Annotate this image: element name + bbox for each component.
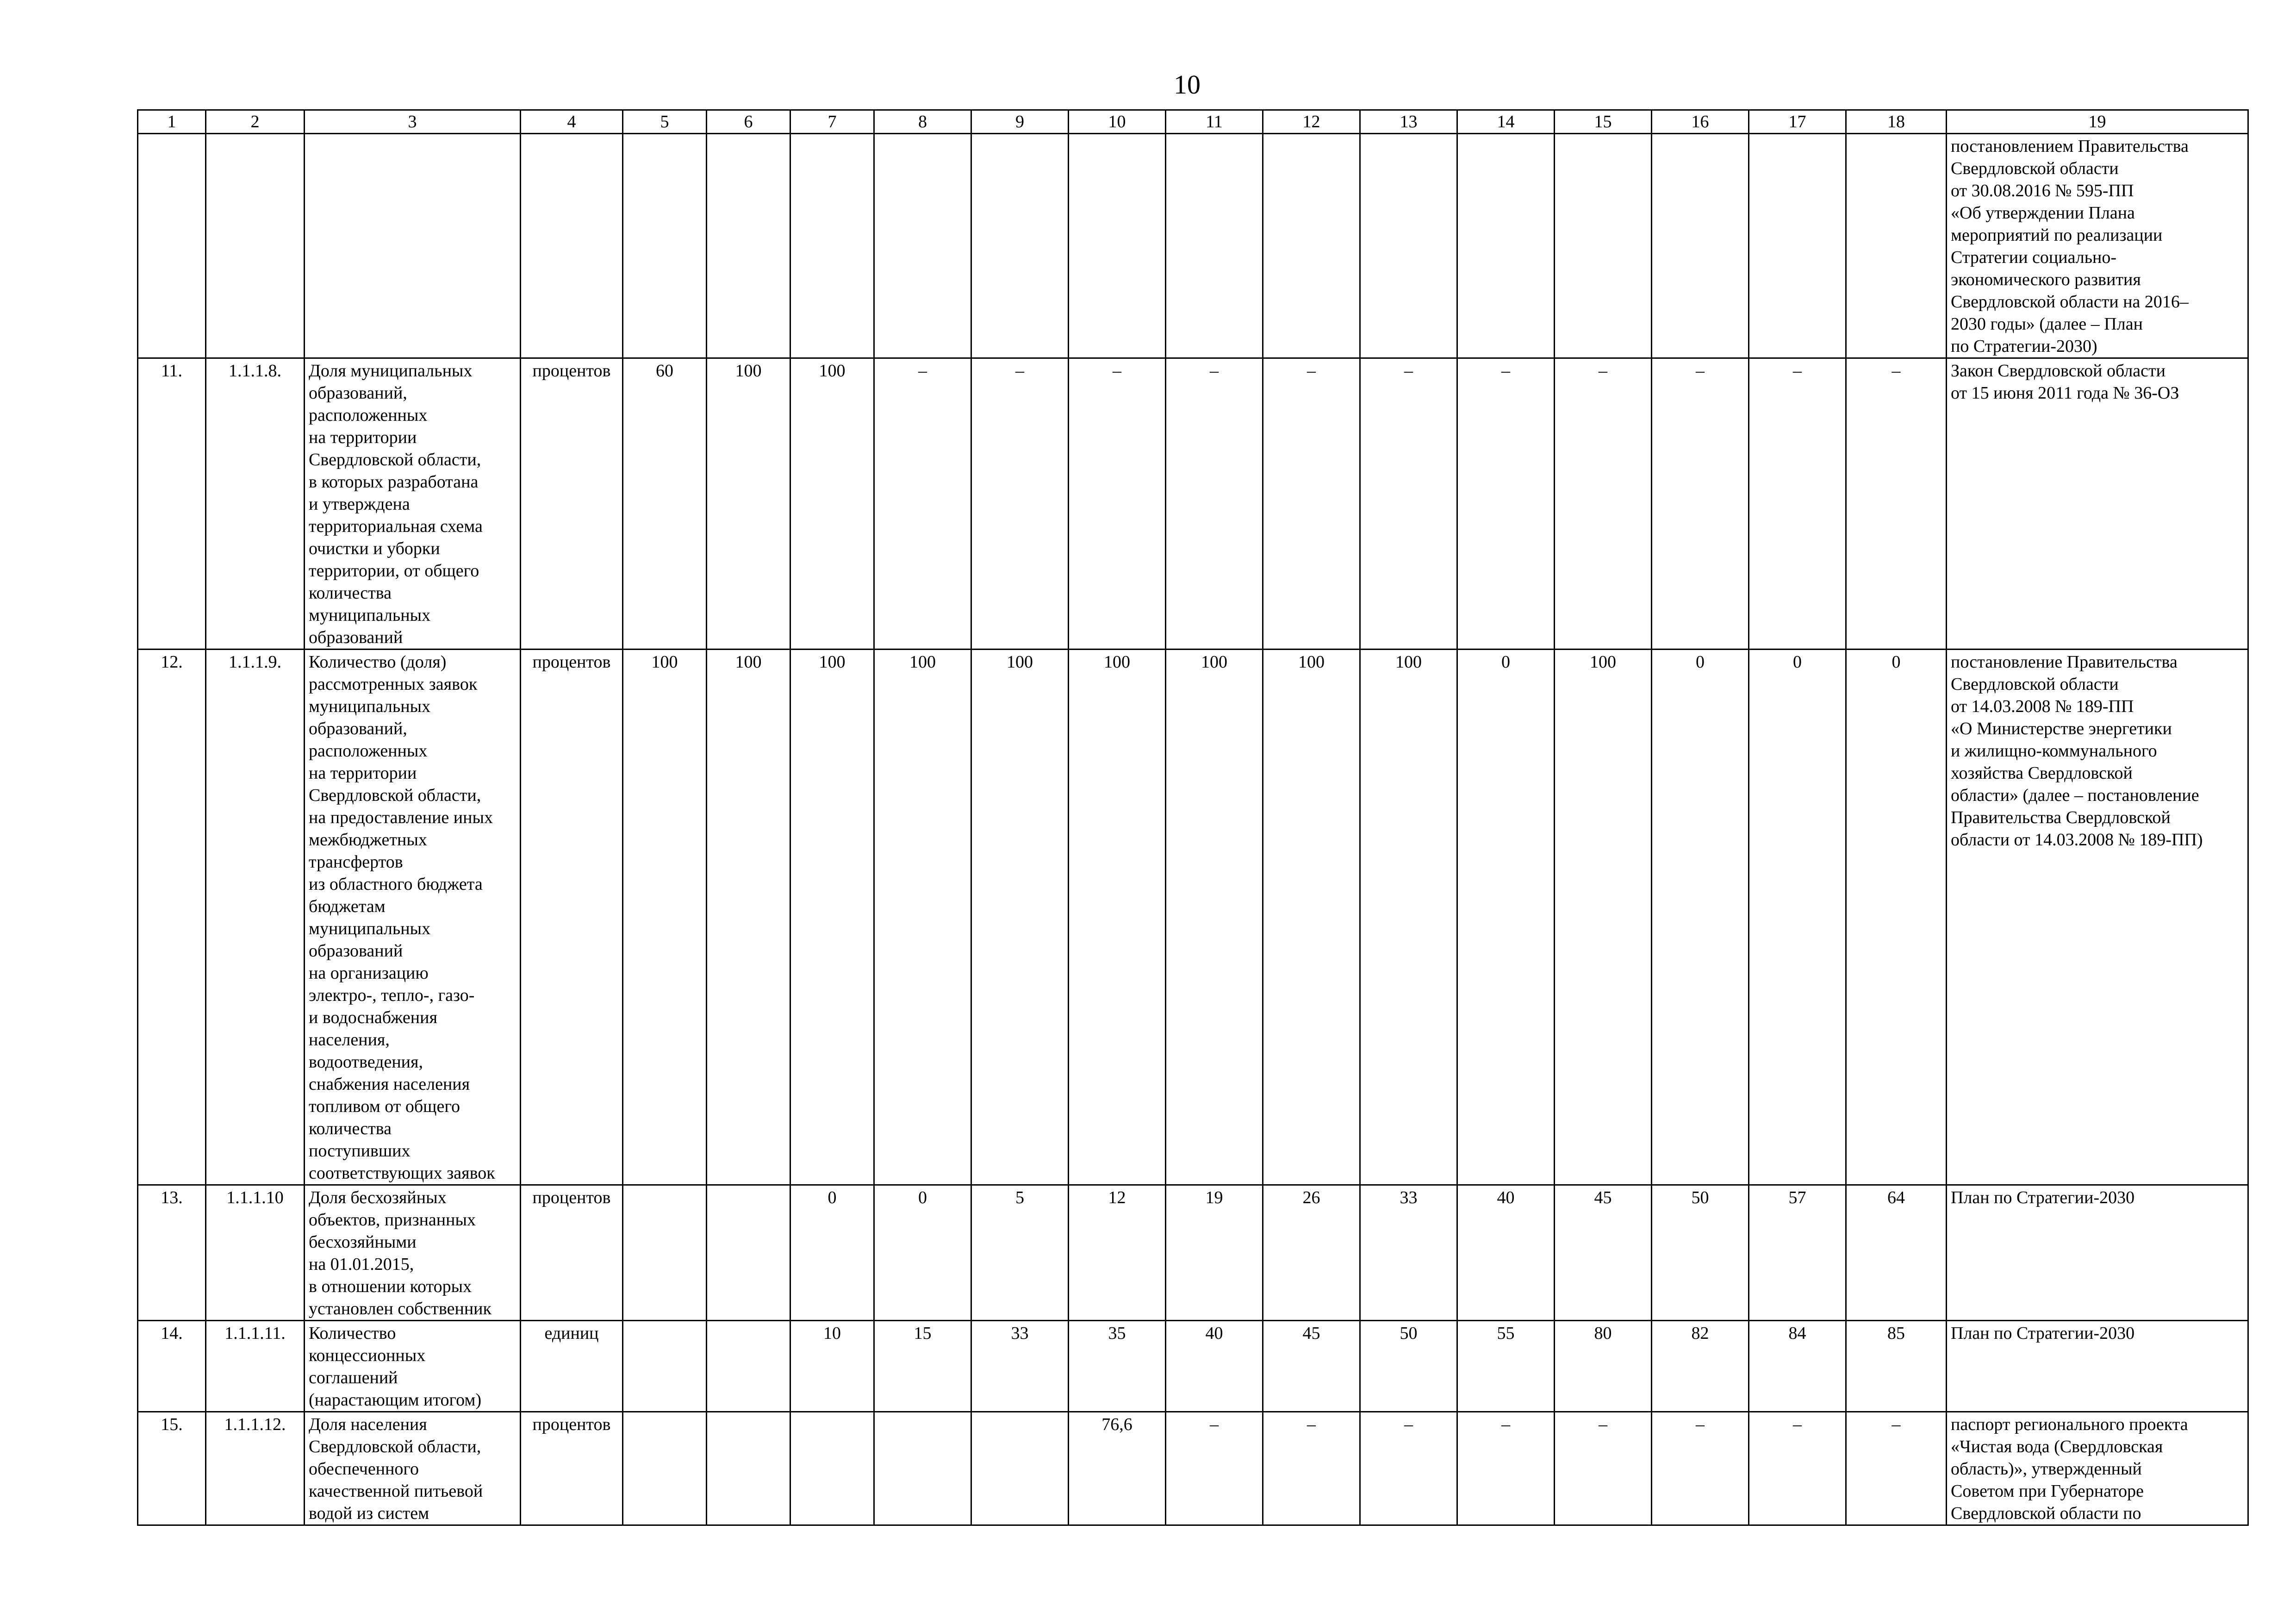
value-cell: 35: [1069, 1321, 1166, 1412]
column-number: 16: [1652, 110, 1749, 134]
value-cell: 10: [790, 1321, 874, 1412]
value-cell: 60: [623, 358, 707, 650]
unit-cell: процентов: [521, 1185, 623, 1321]
value-cell: 15: [874, 1321, 971, 1412]
indicator-name-cell: Количество (доля) рассмотренных заявок муниципальных образований, расположенных на территории Свердловской области, на предоставление иных межбюджетных трансфертов из областного бюджета бюджетам муниципальных образований на организацию электро-, тепло-, газо- и водоснабжения населения, водоотведения, снабжения населения топливом от общего количества поступивших соответствующих заявок: [305, 650, 521, 1185]
row-number-cell: 15.: [138, 1412, 206, 1525]
value-cell: [707, 1321, 790, 1412]
value-cell: 100: [874, 650, 971, 1185]
value-cell: 64: [1846, 1185, 1947, 1321]
unit-cell: процентов: [521, 358, 623, 650]
value-cell: [971, 134, 1069, 358]
value-cell: –: [1166, 358, 1263, 650]
table-row: [138, 1185, 2248, 1321]
value-cell: 45: [1555, 1185, 1652, 1321]
column-number: 17: [1749, 110, 1846, 134]
column-number: 14: [1457, 110, 1555, 134]
value-cell: –: [1846, 358, 1947, 650]
indicator-code-cell: 1.1.1.9.: [206, 650, 305, 1185]
column-number: 7: [790, 110, 874, 134]
indicator-name-cell: [305, 134, 521, 358]
value-cell: 100: [790, 650, 874, 1185]
row-number-cell: [138, 134, 206, 358]
unit-cell: процентов: [521, 650, 623, 1185]
value-cell: –: [1749, 1412, 1846, 1525]
value-cell: –: [874, 358, 971, 650]
column-number: 19: [1947, 110, 2248, 134]
value-cell: 12: [1069, 1185, 1166, 1321]
value-cell: [790, 134, 874, 358]
value-cell: 40: [1166, 1321, 1263, 1412]
value-cell: –: [1457, 1412, 1555, 1525]
source-document-cell: Закон Свердловской области от 15 июня 2011 года № 36-ОЗ: [1947, 358, 2248, 650]
value-cell: [1846, 134, 1947, 358]
value-cell: 0: [1652, 650, 1749, 1185]
value-cell: 0: [1749, 650, 1846, 1185]
value-cell: [874, 134, 971, 358]
row-number-cell: 14.: [138, 1321, 206, 1412]
indicator-code-cell: 1.1.1.8.: [206, 358, 305, 650]
indicator-code-cell: [206, 134, 305, 358]
value-cell: –: [1846, 1412, 1947, 1525]
value-cell: 26: [1263, 1185, 1360, 1321]
unit-cell: [521, 134, 623, 358]
value-cell: –: [1166, 1412, 1263, 1525]
column-number: 5: [623, 110, 707, 134]
indicator-code-cell: 1.1.1.11.: [206, 1321, 305, 1412]
value-cell: –: [1360, 358, 1457, 650]
source-document-cell: постановление Правительства Свердловской области от 14.03.2008 № 189-ПП «О Министерстве энергетики и жилищно-коммунального хозяйства Свердловской области» (далее – постановление Правительства Свердловской области от 14.03.2008 № 189-ПП): [1947, 650, 2248, 1185]
value-cell: –: [1263, 358, 1360, 650]
column-number: 1: [138, 110, 206, 134]
unit-cell: процентов: [521, 1412, 623, 1525]
value-cell: 100: [790, 358, 874, 650]
table-row: [138, 1321, 2248, 1412]
unit-cell: единиц: [521, 1321, 623, 1412]
value-cell: [623, 1412, 707, 1525]
indicator-name-cell: Доля бесхозяйных объектов, признанных бесхозяйными на 01.01.2015, в отношении которых установлен собственник: [305, 1185, 521, 1321]
value-cell: –: [1652, 358, 1749, 650]
value-cell: [1263, 134, 1360, 358]
table-row: [138, 134, 2248, 358]
value-cell: 33: [1360, 1185, 1457, 1321]
value-cell: [790, 1412, 874, 1525]
column-number: 8: [874, 110, 971, 134]
value-cell: [707, 134, 790, 358]
table-row: [138, 1412, 2248, 1525]
value-cell: [874, 1412, 971, 1525]
source-document-cell: План по Стратегии-2030: [1947, 1185, 2248, 1321]
row-number-cell: 12.: [138, 650, 206, 1185]
column-number: 9: [971, 110, 1069, 134]
column-number: 11: [1166, 110, 1263, 134]
row-number-cell: 11.: [138, 358, 206, 650]
value-cell: 5: [971, 1185, 1069, 1321]
value-cell: 45: [1263, 1321, 1360, 1412]
indicator-name-cell: Количество концессионных соглашений (нарастающим итогом): [305, 1321, 521, 1412]
column-number: 2: [206, 110, 305, 134]
value-cell: 100: [707, 650, 790, 1185]
column-number: 3: [305, 110, 521, 134]
indicator-code-cell: 1.1.1.10: [206, 1185, 305, 1321]
column-number-row: [138, 110, 2248, 134]
value-cell: –: [1069, 358, 1166, 650]
indicator-name-cell: Доля муниципальных образований, расположенных на территории Свердловской области, в которых разработана и утверждена территориальная схема очистки и уборки территории, от общего количества муниципальных образований: [305, 358, 521, 650]
value-cell: 50: [1652, 1185, 1749, 1321]
value-cell: –: [1457, 358, 1555, 650]
source-document-cell: постановлением Правительства Свердловской области от 30.08.2016 № 595-ПП «Об утверждении Плана мероприятий по реализации Стратегии социально- экономического развития Свердловской области на 2016– 2030 годы» (далее – План по Стратегии-2030): [1947, 134, 2248, 358]
value-cell: –: [1263, 1412, 1360, 1525]
value-cell: 80: [1555, 1321, 1652, 1412]
column-number: 4: [521, 110, 623, 134]
column-number: 18: [1846, 110, 1947, 134]
value-cell: 100: [1360, 650, 1457, 1185]
value-cell: 0: [1846, 650, 1947, 1185]
source-document-cell: паспорт регионального проекта «Чистая вода (Свердловская область)», утвержденный Советом при Губернаторе Свердловской области по: [1947, 1412, 2248, 1525]
value-cell: [623, 134, 707, 358]
value-cell: 0: [874, 1185, 971, 1321]
column-number: 12: [1263, 110, 1360, 134]
column-number: 10: [1069, 110, 1166, 134]
value-cell: –: [1652, 1412, 1749, 1525]
value-cell: 55: [1457, 1321, 1555, 1412]
value-cell: –: [1555, 358, 1652, 650]
indicator-name-cell: Доля населения Свердловской области, обеспеченного качественной питьевой водой из систем: [305, 1412, 521, 1525]
value-cell: [1555, 134, 1652, 358]
column-number: 6: [707, 110, 790, 134]
value-cell: [971, 1412, 1069, 1525]
value-cell: 100: [1263, 650, 1360, 1185]
value-cell: [1652, 134, 1749, 358]
value-cell: 100: [1555, 650, 1652, 1185]
value-cell: 19: [1166, 1185, 1263, 1321]
value-cell: 40: [1457, 1185, 1555, 1321]
value-cell: [623, 1321, 707, 1412]
value-cell: 0: [1457, 650, 1555, 1185]
value-cell: –: [971, 358, 1069, 650]
value-cell: [1457, 134, 1555, 358]
value-cell: [707, 1185, 790, 1321]
column-number: 15: [1555, 110, 1652, 134]
value-cell: 100: [707, 358, 790, 650]
value-cell: 50: [1360, 1321, 1457, 1412]
value-cell: 76,6: [1069, 1412, 1166, 1525]
value-cell: –: [1360, 1412, 1457, 1525]
value-cell: [1069, 134, 1166, 358]
value-cell: 100: [971, 650, 1069, 1185]
page-number: 10: [1174, 69, 1201, 100]
value-cell: 57: [1749, 1185, 1846, 1321]
value-cell: –: [1749, 358, 1846, 650]
table-row: [138, 650, 2248, 1185]
value-cell: [1360, 134, 1457, 358]
value-cell: 100: [1069, 650, 1166, 1185]
value-cell: 100: [623, 650, 707, 1185]
value-cell: [707, 1412, 790, 1525]
indicator-code-cell: 1.1.1.12.: [206, 1412, 305, 1525]
value-cell: [623, 1185, 707, 1321]
value-cell: [1166, 134, 1263, 358]
source-document-cell: План по Стратегии-2030: [1947, 1321, 2248, 1412]
value-cell: 0: [790, 1185, 874, 1321]
value-cell: 33: [971, 1321, 1069, 1412]
value-cell: [1749, 134, 1846, 358]
value-cell: 100: [1166, 650, 1263, 1185]
value-cell: 84: [1749, 1321, 1846, 1412]
row-number-cell: 13.: [138, 1185, 206, 1321]
indicators-table: [137, 109, 2249, 1526]
table-row: [138, 358, 2248, 650]
column-number: 13: [1360, 110, 1457, 134]
value-cell: –: [1555, 1412, 1652, 1525]
value-cell: 85: [1846, 1321, 1947, 1412]
value-cell: 82: [1652, 1321, 1749, 1412]
